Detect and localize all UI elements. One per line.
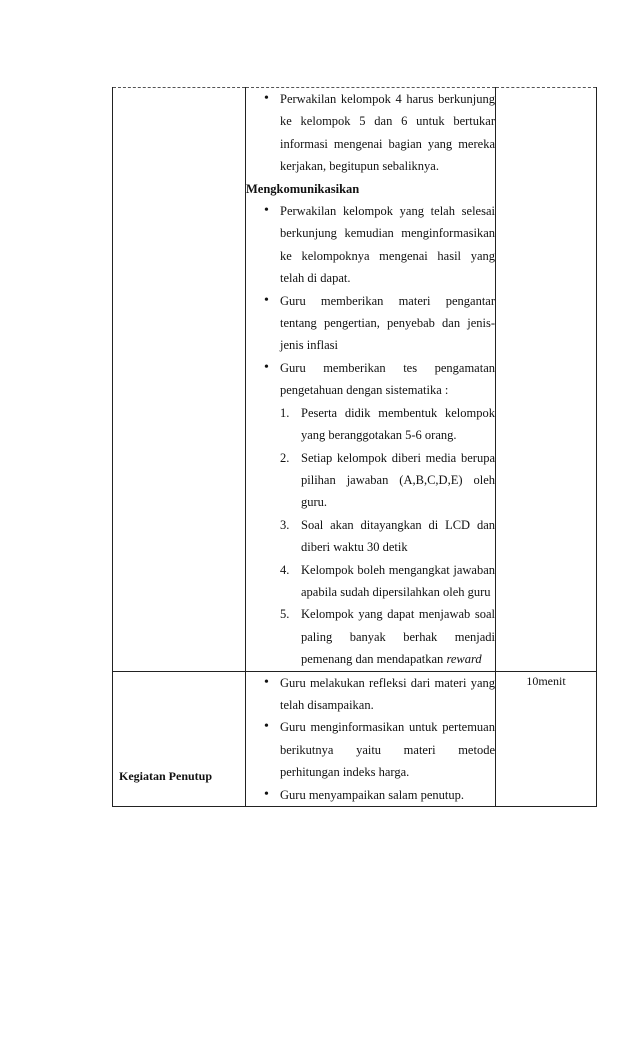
list-item: • Guru memberikan materi pengantar tentang pengertian, penyebab dan jenis-jenis inflasi [246, 290, 495, 357]
item-text: Soal akan ditayangkan di LCD dan diberi waktu 30 detik [301, 517, 495, 555]
table-row [113, 671, 597, 806]
duration-cell [496, 671, 597, 806]
list-item: • Guru memberikan tes pengamatan pengetahuan dengan sistematika : [246, 357, 495, 402]
numbered-item [246, 447, 495, 514]
item-number: 2. [280, 450, 290, 465]
duration-value: 10menit [526, 673, 566, 688]
activity-label-cell [113, 88, 246, 672]
activity-description-cell [246, 88, 496, 672]
section-heading: Mengkomunikasikan [246, 181, 360, 196]
list-item: • Perwakilan kelompok 4 harus berkunjung ke kelompok 5 dan 6 untuk bertukar informasi mengenai bagian yang mereka kerjakan, begitupun sebaliknya. [246, 88, 495, 178]
duration-cell [496, 88, 597, 672]
item-number: 3. [280, 517, 290, 532]
item-text: Peserta didik membentuk kelompok yang beranggotakan 5-6 orang. [301, 405, 495, 443]
lesson-plan-table [112, 87, 597, 807]
table-row [113, 88, 597, 672]
item-text: Kelompok yang dapat menjawab soal paling banyak berhak menjadi pemenang dan mendapatkan [301, 607, 495, 667]
numbered-item [246, 402, 495, 447]
list-item: • Perwakilan kelompok yang telah selesai berkunjung kemudian menginformasikan ke kelompoknya mengenai hasil yang telah di dapat. [246, 200, 495, 290]
activity-label: Kegiatan Penutup [119, 768, 213, 783]
numbered-item [246, 603, 495, 670]
numbered-item [246, 514, 495, 559]
list-item: • Guru menyampaikan salam penutup. [246, 784, 495, 806]
item-number: 4. [280, 562, 290, 577]
activity-description-cell [246, 671, 496, 806]
numbered-item [246, 559, 495, 604]
list-item: • Guru menginformasikan untuk pertemuan berikutnya yaitu materi metode perhitungan indeks harga. [246, 716, 495, 783]
activity-label-cell [113, 671, 246, 806]
item-number: 1. [280, 405, 290, 420]
list-item: • Guru melakukan refleksi dari materi yang telah disampaikan. [246, 672, 495, 717]
item-text: Kelompok boleh mengangkat jawaban apabila sudah dipersilahkan oleh guru [301, 562, 495, 599]
item-emphasis: reward [446, 652, 482, 667]
item-number: 5. [280, 607, 290, 622]
item-text: Setiap kelompok diberi media berupa pilihan jawaban (A,B,C,D,E) oleh guru. [301, 450, 495, 510]
